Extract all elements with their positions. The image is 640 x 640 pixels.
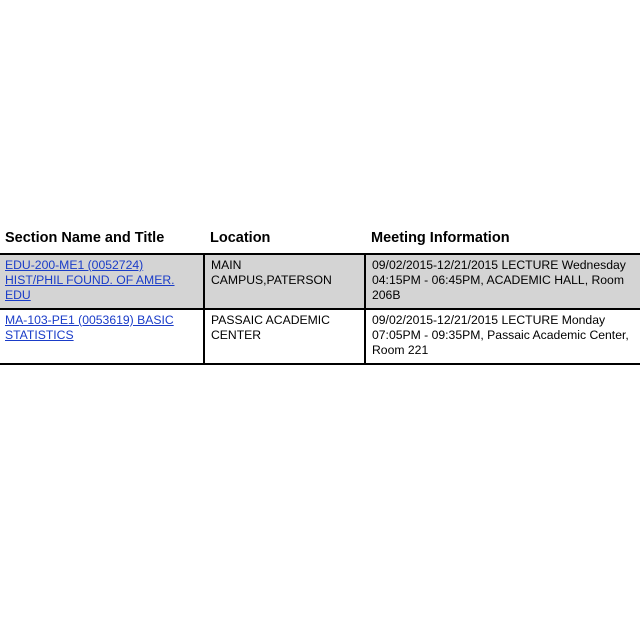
course-link-ma-103[interactable]: MA-103-PE1 (0053619) BASIC STATISTICS bbox=[5, 313, 174, 342]
meeting-cell: 09/02/2015-12/21/2015 LECTURE Wednesday 04:15PM - 06:45PM, ACADEMIC HALL, Room 206B bbox=[365, 254, 640, 309]
header-section-name-and-title: Section Name and Title bbox=[0, 222, 204, 254]
table-header-row bbox=[0, 222, 640, 254]
section-cell bbox=[0, 254, 204, 309]
meeting-cell: 09/02/2015-12/21/2015 LECTURE Monday 07:05PM - 09:35PM, Passaic Academic Center, Room 221 bbox=[365, 309, 640, 364]
location-cell: PASSAIC ACADEMIC CENTER bbox=[204, 309, 365, 364]
header-meeting-information: Meeting Information bbox=[365, 222, 640, 254]
table-row bbox=[0, 309, 640, 364]
schedule-table-container bbox=[0, 222, 640, 365]
location-cell: MAIN CAMPUS,PATERSON bbox=[204, 254, 365, 309]
table-row bbox=[0, 254, 640, 309]
course-link-edu-200[interactable]: EDU-200-ME1 (0052724) HIST/PHIL FOUND. OF AMER. EDU bbox=[5, 258, 175, 302]
section-cell bbox=[0, 309, 204, 364]
header-location: Location bbox=[204, 222, 365, 254]
schedule-table bbox=[0, 222, 640, 365]
